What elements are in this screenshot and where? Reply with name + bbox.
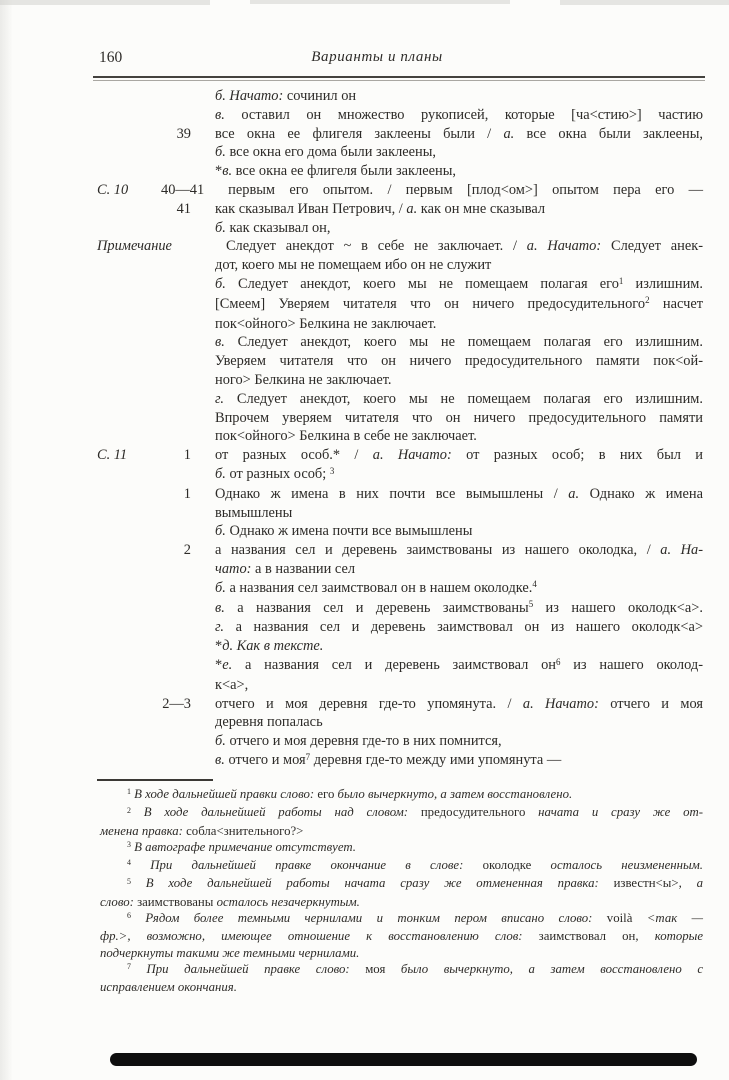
line-number	[161, 504, 191, 523]
locator	[97, 162, 161, 181]
text-line	[97, 695, 703, 714]
text-segment: Следует анекдот ~ в себе не заключает. /	[225, 238, 527, 255]
line-text	[228, 181, 703, 200]
text-line	[97, 446, 703, 465]
text-segment: 1	[618, 275, 624, 286]
text-line	[97, 676, 703, 695]
text-segment: оставил он множество рукописей, которые [ча<стию>] частию	[241, 106, 703, 123]
text-segment: от разных особ;	[229, 465, 330, 482]
locator	[97, 256, 161, 275]
line-number	[161, 143, 191, 162]
text-segment: к<а>,	[215, 676, 249, 693]
line-text	[215, 427, 703, 446]
locator	[97, 485, 161, 504]
footnote-line	[100, 839, 703, 857]
text-segment: его	[317, 787, 335, 801]
text-segment: а. Начато:	[526, 238, 611, 255]
line-number	[161, 333, 191, 352]
text-segment: в.	[215, 751, 229, 768]
text-segment: 3	[329, 465, 335, 476]
text-segment: б.	[215, 523, 230, 540]
line-text	[215, 200, 703, 219]
text-segment: , которые	[635, 929, 704, 944]
text-line	[97, 219, 703, 238]
text-segment: При дальнейшей правке слово:	[130, 961, 366, 976]
line-text	[215, 695, 703, 714]
scan-artifact-bar	[110, 1053, 697, 1066]
line-number	[161, 713, 191, 732]
locator	[97, 751, 161, 771]
text-segment: осталось неизмененным.	[531, 858, 703, 873]
line-number: 1	[183, 447, 191, 464]
text-segment: от разных особ.* /	[215, 447, 373, 464]
line-text	[215, 485, 703, 504]
locator	[97, 695, 161, 714]
text-segment: в.	[215, 599, 238, 616]
locator	[97, 713, 161, 732]
text-segment: б.	[215, 219, 230, 236]
line-text	[215, 541, 703, 560]
line-text	[215, 295, 703, 315]
text-line	[97, 656, 703, 676]
text-segment: Однако ж имена в них почти все вымышлены /	[215, 485, 569, 502]
footnote-line	[100, 910, 703, 928]
footnote-line	[100, 857, 703, 875]
line-text	[215, 162, 703, 181]
text-segment: как он мне сказывал	[420, 200, 546, 217]
text-line	[97, 465, 703, 485]
locator	[97, 560, 161, 579]
text-line	[97, 485, 703, 504]
locator	[97, 106, 161, 125]
line-number	[161, 409, 191, 428]
text-segment: в.	[215, 106, 242, 123]
locator	[97, 732, 161, 751]
text-line	[97, 333, 703, 352]
text-segment: В ходе дальнейшей правки слово:	[130, 787, 318, 801]
locator	[97, 125, 161, 144]
text-segment: Следует анекдот, коего мы не помещаем полагая его излишним.	[236, 390, 703, 407]
text-segment: *	[215, 656, 223, 673]
text-segment: Рядом более темными чернилами и тонким пером вписано слово:	[130, 911, 607, 926]
text-segment: излишним.	[623, 275, 703, 292]
text-segment: 1	[127, 787, 131, 797]
text-segment: а.	[406, 200, 421, 217]
text-segment: ного> Белкина не заключает.	[215, 371, 392, 388]
line-text	[215, 143, 703, 162]
line-text	[215, 125, 703, 144]
line-number	[172, 237, 202, 256]
text-line	[97, 618, 703, 637]
text-line	[97, 162, 703, 181]
text-segment: б.	[215, 275, 239, 292]
line-text	[215, 732, 703, 751]
text-segment: 5	[528, 599, 534, 610]
line-number	[161, 371, 191, 390]
text-segment: отчего и моя	[228, 751, 306, 768]
text-line	[97, 143, 703, 162]
line-text	[215, 219, 703, 238]
line-text	[215, 256, 703, 275]
text-line	[97, 599, 703, 619]
locator	[97, 618, 161, 637]
text-segment: отчего и моя деревня где-то упомянута. /	[215, 695, 523, 712]
text-segment: заимствовал он	[538, 929, 636, 944]
text-segment: *	[215, 638, 223, 655]
text-line	[97, 732, 703, 751]
line-text	[215, 751, 703, 771]
text-line	[97, 541, 703, 560]
text-segment: в.	[222, 163, 236, 180]
footnote-line	[100, 979, 703, 995]
text-segment: а. Начато:	[522, 695, 611, 712]
text-line	[97, 106, 703, 125]
text-segment: а названия сел и деревень заимствованы из нашего околодка, /	[215, 542, 661, 559]
page-number: 160	[99, 49, 123, 66]
text-segment: В автографе примечание отсутствует.	[130, 839, 356, 854]
line-text	[215, 676, 703, 695]
text-segment: voilà	[606, 911, 633, 926]
locator: Примечание	[97, 238, 172, 255]
text-segment: менена правка:	[100, 823, 187, 838]
text-segment: а названия сел и деревень заимствовал он	[244, 656, 556, 673]
header-rule	[93, 76, 705, 78]
text-segment: осталось незачеркнутым.	[213, 894, 360, 909]
locator	[97, 200, 161, 219]
text-segment: отчего и моя деревня где-то в них помнится,	[229, 733, 502, 750]
text-segment: чато:	[215, 560, 256, 577]
locator	[97, 275, 161, 295]
footnote-line	[100, 823, 703, 839]
line-number	[161, 87, 191, 106]
line-number	[161, 465, 191, 485]
text-segment: подчеркнуты такими же темными чернилами.	[100, 945, 360, 960]
text-line	[97, 713, 703, 732]
text-segment: а в названии сел	[255, 560, 356, 577]
footnote-line	[100, 804, 703, 822]
line-text	[215, 275, 703, 295]
text-segment: б. Начато:	[215, 88, 287, 104]
line-text	[215, 315, 703, 334]
text-segment: предосудительного	[420, 805, 526, 820]
text-segment: насчет	[649, 295, 703, 312]
line-text	[215, 446, 703, 465]
line-text	[215, 522, 703, 541]
text-segment: б.	[215, 465, 230, 482]
text-line	[97, 181, 703, 200]
text-segment: пок<ойного> Белкина в себе не заключает.	[215, 428, 477, 445]
footnote-line	[100, 945, 703, 961]
line-text	[215, 352, 703, 371]
text-segment: [Смеем] Уверяем читателя что он ничего предосудительного	[215, 295, 646, 312]
text-segment: д. Как в тексте.	[222, 638, 324, 655]
locator	[97, 599, 161, 619]
text-segment: сочинил он	[286, 88, 357, 104]
text-segment: 2	[645, 295, 650, 306]
text-segment: а названия сел и деревень заимствованы	[237, 599, 529, 616]
text-segment: *	[215, 163, 223, 180]
text-segment: б.	[215, 579, 230, 596]
text-segment: все окна ее флигеля заклеены были /	[215, 125, 504, 142]
text-line	[97, 579, 703, 599]
text-segment: первым его опытом. / первым [плод<ом>] опытом пера его —	[228, 181, 703, 198]
text-segment: Следует анекдот, коего мы не помещаем полагая его излишним.	[237, 334, 703, 351]
text-segment: Следует анек-	[610, 238, 703, 255]
footnote-separator	[97, 779, 213, 781]
locator	[97, 333, 161, 352]
text-segment: Впрочем уверяем читателя что он ничего предосудительного памяти	[215, 409, 703, 426]
line-number	[161, 676, 191, 695]
text-segment: , а	[678, 876, 703, 891]
header-rule-echo	[93, 80, 705, 81]
text-segment: 5	[127, 876, 131, 886]
text-segment: из нашего околодк<а>.	[533, 599, 703, 616]
line-number	[161, 390, 191, 409]
locator	[97, 143, 161, 162]
locator: С. 11	[97, 447, 128, 464]
line-text	[215, 409, 703, 428]
text-segment: от разных особ; в них был и	[466, 447, 704, 464]
line-text	[215, 579, 703, 599]
line-number	[161, 560, 191, 579]
text-segment: 6	[555, 656, 561, 667]
footnote-line	[100, 961, 703, 979]
line-number: 2	[183, 542, 191, 559]
text-segment: <так —	[632, 911, 703, 926]
text-line	[97, 560, 703, 579]
text-line	[97, 390, 703, 409]
line-number: 39	[176, 125, 191, 142]
text-segment: 7	[305, 751, 311, 762]
locator	[97, 371, 161, 390]
footnote-line	[100, 786, 703, 804]
text-segment: Следует анекдот, коего мы не помещаем полагая его	[238, 275, 619, 292]
text-segment: вымышлены	[215, 504, 293, 521]
text-segment: как сказывал он,	[229, 219, 331, 236]
scan-spine-shadow	[0, 0, 13, 1080]
text-line	[97, 237, 703, 256]
text-line	[97, 256, 703, 275]
line-number	[161, 599, 191, 619]
line-number	[161, 256, 191, 275]
locator	[97, 656, 161, 676]
text-segment: слово:	[100, 894, 138, 909]
locator	[97, 87, 161, 106]
locator	[97, 637, 161, 656]
line-text	[215, 333, 703, 352]
text-segment: е.	[222, 656, 245, 673]
line-text	[215, 618, 703, 637]
footnote-line	[100, 875, 703, 893]
text-segment: 6	[127, 911, 131, 921]
text-segment: 3	[127, 840, 131, 850]
text-line	[97, 125, 703, 144]
line-number: 2—3	[162, 695, 191, 712]
text-line	[97, 751, 703, 771]
locator: С. 10	[97, 181, 129, 198]
line-text	[215, 656, 703, 676]
text-segment: 4	[127, 858, 131, 868]
line-text	[215, 87, 703, 106]
text-segment: все окна были заклеены,	[526, 125, 704, 142]
text-segment: в.	[215, 334, 238, 351]
text-segment: 2	[127, 805, 131, 815]
text-segment: известн<ы>	[613, 876, 679, 891]
line-number	[161, 427, 191, 446]
footnote-line	[100, 928, 703, 944]
text-segment: дот, коего мы не помещаем ибо он не служит	[215, 257, 492, 274]
text-segment: как сказывал Иван Петрович, /	[215, 200, 407, 217]
locator	[97, 390, 161, 409]
text-line	[97, 504, 703, 523]
line-number: 1	[183, 485, 191, 502]
text-line	[97, 200, 703, 219]
locator	[97, 504, 161, 523]
line-number	[161, 275, 191, 295]
text-segment: а названия сел заимствовал он в нашем околодке.	[229, 579, 533, 596]
text-segment: заимствованы	[137, 894, 214, 909]
text-line	[97, 87, 703, 106]
text-segment: все окна ее флигеля были заклеены,	[235, 163, 456, 180]
text-line	[97, 352, 703, 371]
text-segment: а названия сел и деревень заимствовал он из нашего околодк<а>	[235, 619, 703, 636]
line-number	[161, 732, 191, 751]
text-segment: а. Начато:	[372, 447, 467, 464]
line-number	[161, 219, 191, 238]
footnote-line	[100, 894, 703, 910]
locator	[97, 352, 161, 371]
text-segment: Однако ж имена	[589, 485, 703, 502]
line-text	[215, 390, 703, 409]
text-segment: было вычеркнуто, а затем восстановлено.	[334, 787, 573, 801]
text-segment: деревня попалась	[215, 714, 323, 731]
line-text	[215, 465, 703, 485]
text-segment: деревня где-то между ими упомянута —	[310, 751, 562, 768]
line-number: 41	[176, 200, 191, 217]
text-segment: При дальнейшей правке окончание в слове:	[130, 858, 483, 873]
text-segment: отчего и моя	[610, 695, 703, 712]
text-segment: 7	[127, 962, 131, 972]
text-line	[97, 295, 703, 315]
line-number	[161, 106, 191, 125]
text-segment: б.	[215, 144, 230, 161]
text-segment: начата и сразу же от-	[525, 805, 703, 820]
line-number	[161, 579, 191, 599]
text-segment: все окна его дома были заклеены,	[229, 144, 436, 161]
line-number	[161, 656, 191, 676]
line-number	[161, 618, 191, 637]
text-segment: б.	[215, 733, 230, 750]
text-line	[97, 427, 703, 446]
text-segment: из нашего околод-	[560, 656, 704, 673]
line-text	[215, 560, 703, 579]
text-segment: фр.>, возможно, имеющее отношение к восстановлению слов:	[100, 929, 539, 944]
line-text	[215, 637, 703, 656]
text-line	[97, 522, 703, 541]
locator	[97, 315, 161, 334]
line-number	[161, 295, 191, 315]
footnotes	[100, 786, 703, 996]
locator	[97, 427, 161, 446]
text-line	[97, 637, 703, 656]
scan-artifact-streak	[560, 0, 729, 5]
line-number	[161, 751, 191, 771]
text-segment: а. На-	[660, 542, 703, 559]
body-text	[97, 87, 703, 771]
text-segment: Однако ж имена почти все вымышлены	[229, 523, 473, 540]
text-line	[97, 371, 703, 390]
locator	[97, 676, 161, 695]
line-text	[226, 237, 703, 256]
text-line	[97, 409, 703, 428]
text-segment: В ходе дальнейшей работы начата сразу же отмененная правка:	[130, 876, 614, 891]
line-number: 40—41	[161, 181, 205, 198]
line-number	[161, 352, 191, 371]
text-line	[97, 315, 703, 334]
scan-artifact-streak	[250, 0, 510, 4]
running-title: Варианты и планы	[311, 49, 443, 65]
line-number	[161, 315, 191, 334]
text-segment: пок<ойного> Белкина не заключает.	[215, 315, 437, 332]
text-segment: моя	[365, 961, 386, 976]
text-segment: а.	[503, 125, 527, 142]
text-segment: собла<знительного?>	[186, 823, 304, 838]
text-segment: Уверяем читателя что он ничего предосудительного памяти пок<ой-	[215, 353, 703, 370]
line-number	[161, 522, 191, 541]
scan-artifact-streak	[0, 0, 210, 5]
line-text	[215, 371, 703, 390]
locator	[97, 579, 161, 599]
line-text	[215, 713, 703, 732]
text-segment: В ходе дальнейшей работы над словом:	[130, 805, 421, 820]
locator	[97, 522, 161, 541]
text-segment: г.	[215, 619, 236, 636]
locator	[97, 409, 161, 428]
line-number	[161, 162, 191, 181]
locator	[97, 465, 161, 485]
locator	[97, 541, 161, 560]
text-segment: а.	[568, 485, 590, 502]
line-text	[215, 106, 703, 125]
locator	[97, 219, 161, 238]
line-number	[161, 637, 191, 656]
locator	[97, 295, 161, 315]
line-text	[215, 504, 703, 523]
line-text	[215, 599, 703, 619]
text-segment: 4	[532, 579, 537, 590]
text-segment: околодке	[482, 858, 532, 873]
text-segment: г.	[215, 390, 237, 407]
text-segment: было вычеркнуто, а затем восстановлено с	[385, 961, 703, 976]
text-segment: исправлением окончания.	[100, 980, 237, 995]
text-line	[97, 275, 703, 295]
